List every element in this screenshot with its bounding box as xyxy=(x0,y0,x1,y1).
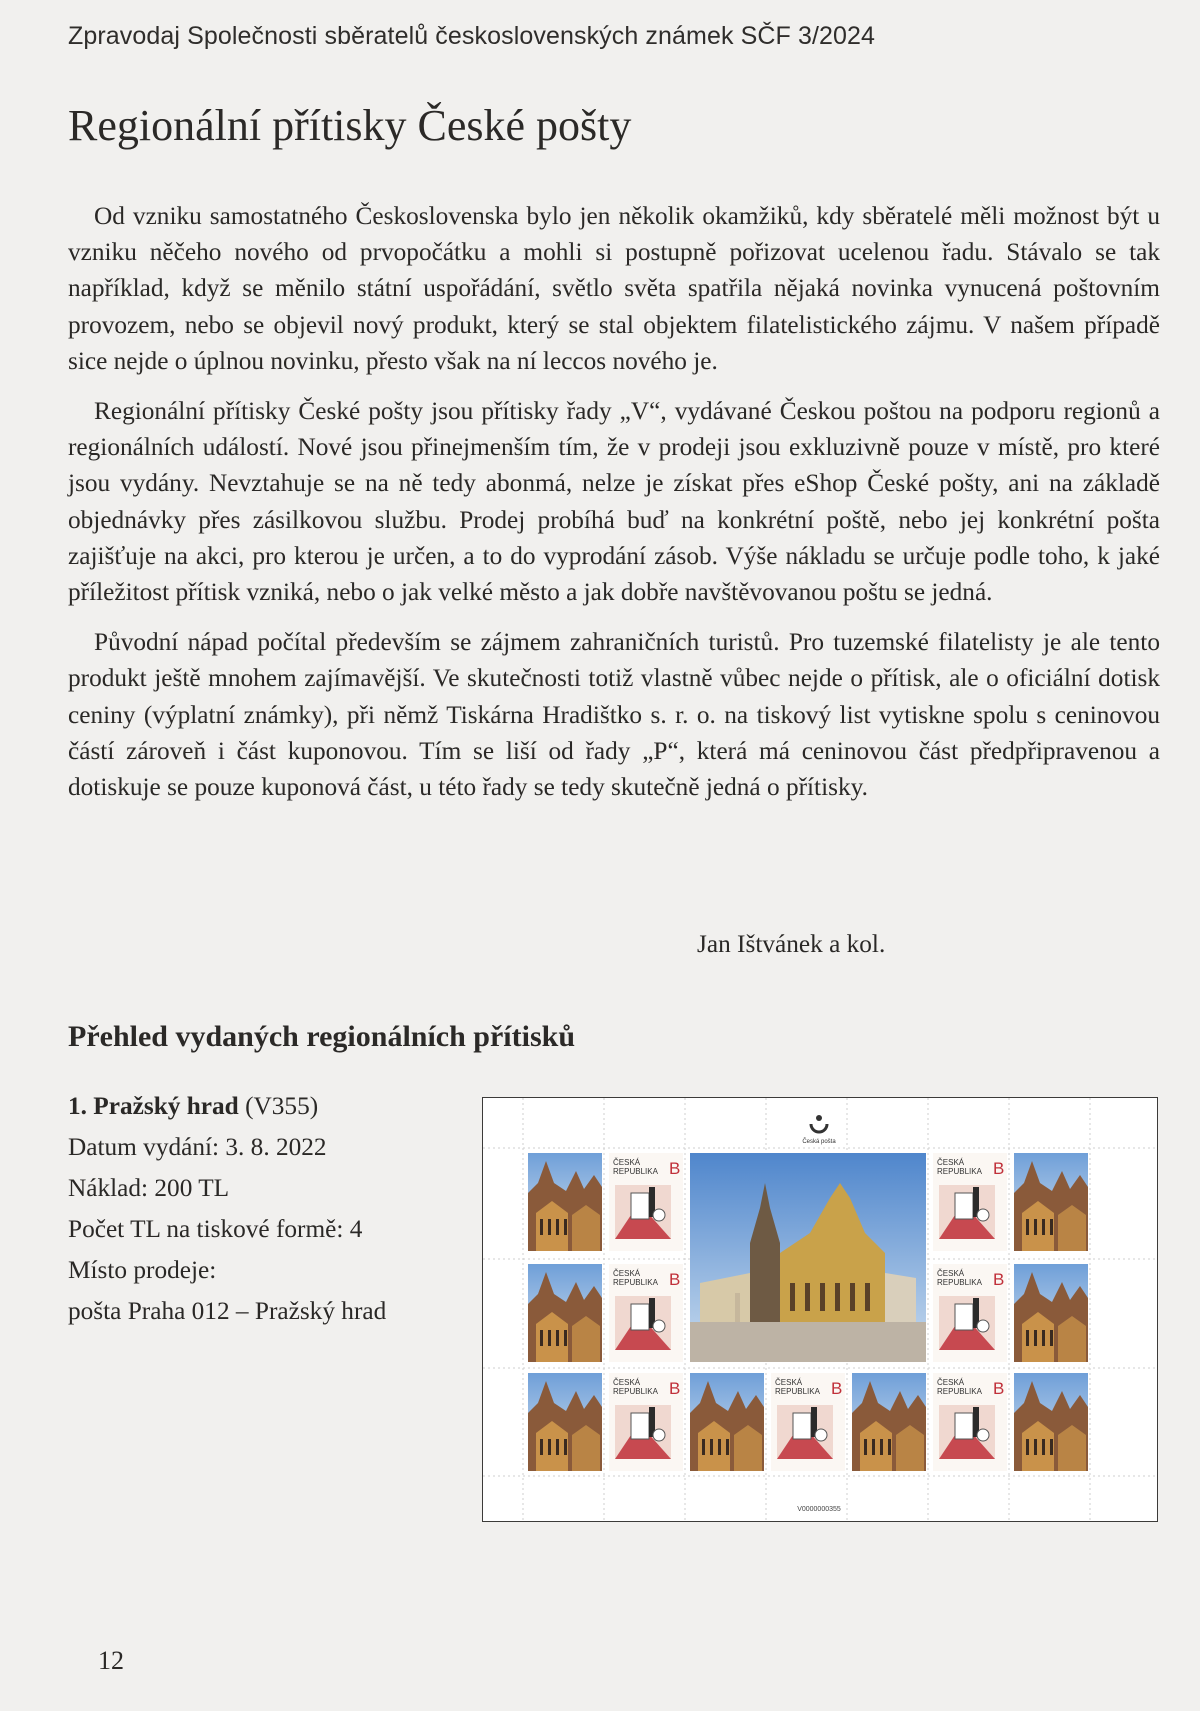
coupon-cathedral xyxy=(528,1153,602,1251)
section-heading: Přehled vydaných regionálních přítisků xyxy=(68,1020,576,1053)
sheet-serial: V0000000355 xyxy=(797,1506,841,1513)
stamp xyxy=(933,1153,1007,1251)
logo-text: Česká pošta xyxy=(802,1139,836,1145)
ceska-posta-logo xyxy=(802,1115,836,1145)
stamp-country-line-2: REPUBLIKA xyxy=(613,1167,658,1176)
coupon-cathedral xyxy=(1014,1264,1088,1362)
stamp-country-line-2: REPUBLIKA xyxy=(937,1167,982,1176)
author-signature: Jan Ištvánek a kol. xyxy=(697,930,886,958)
running-header: Zpravodaj Společnosti sběratelů československých známek SČF 3/2024 xyxy=(68,22,876,50)
stamp-value: B xyxy=(993,1270,1005,1289)
issue-sheets-per-form: Počet TL na tiskové formě: 4 xyxy=(68,1215,363,1243)
issue-details xyxy=(68,1086,386,1332)
issue-name: 1. Pražský hrad xyxy=(68,1092,239,1120)
stamp-value: B xyxy=(831,1379,843,1398)
article-title: Regionální přítisky České pošty xyxy=(68,101,632,150)
stamp-country-line-1: ČESKÁ xyxy=(775,1378,803,1387)
stamp-country-line-1: ČESKÁ xyxy=(937,1269,965,1278)
stamp-country-line-1: ČESKÁ xyxy=(613,1378,641,1387)
coupon-cathedral xyxy=(528,1264,602,1362)
stamp-country-line-1: ČESKÁ xyxy=(613,1269,641,1278)
stamp-country-line-2: REPUBLIKA xyxy=(937,1387,982,1396)
paragraph-1: Od vzniku samostatného Československa bylo jen několik okamžiků, kdy sběratelé měli možnost být u vzniku něčeho nového od prvopočátku a mohli si postupně pořizovat ucelenou řadu. Stávalo se tak například, když se měnilo státní uspořádání, světlo světa spatřila nějaká novinka vynucená poštovním provozem, nebo se objevil nový produkt, který se stal objektem filatelistického zájmu. V našem případě sice nejde o úplnou novinku, přesto však na ní leccos nového je. xyxy=(68,202,1160,375)
coupon-cathedral xyxy=(1014,1153,1088,1251)
stamp xyxy=(609,1373,683,1471)
cathedral-photo xyxy=(690,1153,926,1362)
stamp xyxy=(609,1264,683,1362)
stamp xyxy=(933,1373,1007,1471)
issue-sale-place: pošta Praha 012 – Pražský hrad xyxy=(68,1297,387,1325)
coupon-cathedral xyxy=(852,1373,926,1471)
stamp xyxy=(771,1373,845,1471)
stamp xyxy=(609,1153,683,1251)
issue-print-run: Náklad: 200 TL xyxy=(68,1174,230,1202)
stamp-value: B xyxy=(669,1159,681,1178)
stamp-value: B xyxy=(669,1270,681,1289)
page-number: 12 xyxy=(98,1646,124,1675)
stamp-country-line-1: ČESKÁ xyxy=(613,1158,641,1167)
stamp-sheet-svg xyxy=(483,1098,1156,1520)
stamp-country-line-1: ČESKÁ xyxy=(937,1378,965,1387)
paragraph-3: Původní nápad počítal především se zájmem zahraničních turistů. Pro tuzemské filatelisty je ale tento produkt ještě mnohem zajímavější. Ve skutečnosti totiž vlastně vůbec nejde o přítisk, ale o oficiální dotisk ceniny (výplatní známky), při němž Tiskárna Hradištko s. r. o. na tiskový list vytiskne spolu s ceninovou částí zároveň i část kuponovou. Tím se liší od řady „P“, která má ceninovou část předpřipravenou a dotiskuje se pouze kuponová část, u této řady se tedy skutečně jedná o přítisky. xyxy=(68,628,1160,802)
stamp-value: B xyxy=(669,1379,681,1398)
stamp-country-line-2: REPUBLIKA xyxy=(613,1387,658,1396)
stamp-sheet-image xyxy=(482,1097,1158,1522)
issue-code: (V355) xyxy=(245,1092,319,1120)
paragraph-2: Regionální přítisky České pošty jsou přítisky řady „V“, vydávané Českou poštou na podporu regionů a regionálních událostí. Nové jsou přinejmenším tím, že v prodeji jsou exkluzivně pouze v místě, pro které jsou vydány. Nevztahuje se na ně tedy abonmá, nelze je získat přes eShop České pošty, ani na základě objednávky přes zásilkovou službu. Prodej probíhá buď na konkrétní poště, nebo jej konkrétní pošta zajišťuje na akci, pro kterou je určen, a to do vyprodání zásob. Výše nákladu se určuje podle toho, k jaké příležitost přítisk vzniká, nebo o jak velké město a jak dobře navštěvovanou poštu se jedná. xyxy=(68,397,1160,607)
article-body xyxy=(68,198,1160,819)
stamp-value: B xyxy=(993,1159,1005,1178)
coupon-cathedral xyxy=(528,1373,602,1471)
coupon-cathedral xyxy=(690,1373,764,1471)
stamp-country-line-2: REPUBLIKA xyxy=(937,1278,982,1287)
stamp-country-line-2: REPUBLIKA xyxy=(613,1278,658,1287)
issue-date: Datum vydání: 3. 8. 2022 xyxy=(68,1133,327,1161)
issue-title xyxy=(68,1086,386,1127)
stamp xyxy=(933,1264,1007,1362)
stamp-country-line-1: ČESKÁ xyxy=(937,1158,965,1167)
issue-sale-place-label: Místo prodeje: xyxy=(68,1256,217,1284)
stamp-country-line-2: REPUBLIKA xyxy=(775,1387,820,1396)
stamp-value: B xyxy=(993,1379,1005,1398)
coupon-cathedral xyxy=(1014,1373,1088,1471)
